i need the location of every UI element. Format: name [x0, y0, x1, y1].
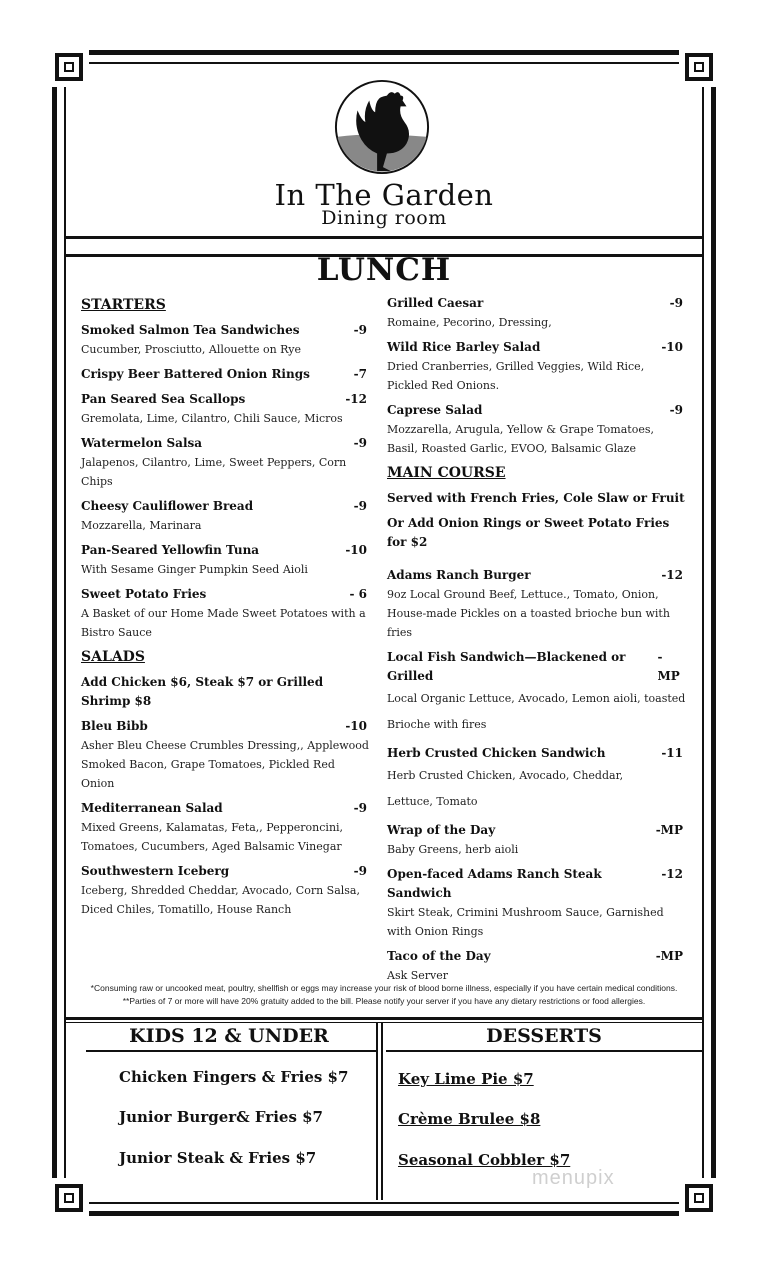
menu-item [81, 497, 371, 516]
item-desc: 9oz Local Ground Beef, Lettuce., Tomato, Onion, House-made Pickles on a toasted brioche bun with fries [387, 588, 670, 639]
column-divider [376, 1022, 378, 1200]
item-desc: Baby Greens, herb aioli [387, 843, 519, 856]
watermark: menupix [532, 1167, 615, 1189]
kids-item: Junior Burger& Fries $7 [119, 1108, 323, 1126]
item-price: - 6 [349, 587, 367, 601]
kids-item: Junior Steak & Fries $7 [119, 1149, 317, 1167]
menu-item [387, 744, 687, 763]
menu-item [387, 566, 687, 585]
item-name: Herb Crusted Chicken Sandwich [387, 746, 606, 760]
rooster-logo-icon [333, 78, 431, 176]
item-price: -7 [353, 367, 367, 381]
brand-subtitle: Dining room [321, 207, 447, 229]
item-desc: A Basket of our Home Made Sweet Potatoes with a Bistro Sauce [81, 607, 366, 639]
menu-item [387, 865, 687, 903]
menu-item [81, 799, 371, 818]
item-desc: Dried Cranberries, Grilled Veggies, Wild Rice, Pickled Red Onions. [387, 360, 645, 392]
item-name: Bleu Bibb [81, 719, 148, 733]
item-desc: Asher Bleu Cheese Crumbles Dressing,, Applewood Smoked Bacon, Grape Tomatoes, Pickled Red Onion [81, 739, 369, 790]
item-price: -9 [669, 296, 683, 310]
item-price: -11 [661, 746, 683, 760]
item-price: -10 [661, 340, 683, 354]
left-column [81, 296, 371, 925]
menu-item [387, 648, 687, 686]
page-title: LUNCH [316, 252, 452, 288]
item-desc: Mixed Greens, Kalamatas, Feta,, Pepperoncini, Tomatoes, Cucumbers, Aged Balsamic Vinegar [81, 821, 344, 853]
item-name: Open-faced Adams Ranch Steak Sandwich [387, 867, 602, 900]
salads-note: Add Chicken $6, Steak $7 or Grilled Shrimp $8 [81, 675, 324, 708]
item-desc: Mozzarella, Marinara [81, 519, 202, 532]
menu-item [81, 365, 371, 384]
main-course-heading: MAIN COURSE [387, 465, 506, 481]
item-desc: Cucumber, Prosciutto, Allouette on Rye [81, 343, 301, 356]
menu-item [81, 585, 371, 604]
item-name: Southwestern Iceberg [81, 864, 230, 878]
menu-item [81, 717, 371, 736]
menu-item [387, 401, 687, 420]
item-name: Pan Seared Sea Scallops [81, 392, 246, 406]
item-price: -9 [669, 403, 683, 417]
item-price: -10 [345, 719, 367, 733]
desserts-heading-rule [386, 1050, 702, 1052]
item-desc: With Sesame Ginger Pumpkin Seed Aioli [81, 563, 308, 576]
item-price: -9 [353, 323, 367, 337]
item-desc: Romaine, Pecorino, Dressing, [387, 316, 552, 329]
divider [66, 236, 702, 239]
item-desc: Herb Crusted Chicken, Avocado, Cheddar, Lettuce, Tomato [387, 769, 624, 808]
menu-item [387, 338, 687, 357]
item-price: -MP [655, 823, 683, 837]
item-price: -MP [655, 949, 683, 963]
dessert-item: Seasonal Cobbler $7 [398, 1151, 571, 1169]
kids-heading: KIDS 12 & UNDER [129, 1025, 329, 1047]
item-desc: Mozzarella, Arugula, Yellow & Grape Tomatoes, Basil, Roasted Garlic, EVOO, Balsamic Glaze [387, 423, 654, 455]
item-name: Taco of the Day [387, 949, 491, 963]
item-price: -9 [353, 436, 367, 450]
item-price: -12 [345, 392, 367, 406]
item-name: Crispy Beer Battered Onion Rings [81, 367, 310, 381]
item-name: Mediterranean Salad [81, 801, 223, 815]
starters-heading: STARTERS [81, 297, 166, 313]
corner-ornament-bottom-right [679, 1178, 719, 1218]
item-name: Pan-Seared Yellowfin Tuna [81, 543, 260, 557]
salads-heading: SALADS [81, 649, 145, 665]
brand-name: In The Garden [274, 178, 494, 212]
desserts-heading: DESSERTS [486, 1025, 602, 1047]
main-course-note: Or Add Onion Rings or Sweet Potato Fries for $2 [387, 516, 670, 549]
divider [66, 1017, 702, 1020]
item-name: Caprese Salad [387, 403, 483, 417]
kids-item: Chicken Fingers & Fries $7 [119, 1068, 349, 1086]
item-name: Local Fish Sandwich—Blackened or Grilled [387, 650, 626, 683]
item-price: -12 [661, 568, 683, 582]
item-name: Grilled Caesar [387, 296, 484, 310]
item-name: Watermelon Salsa [81, 436, 203, 450]
menu-item [81, 862, 371, 881]
right-column [387, 294, 687, 991]
corner-ornament-bottom-left [49, 1178, 89, 1218]
corner-ornament-top-left [49, 47, 89, 87]
dessert-item: Crème Brulee $8 [398, 1110, 541, 1128]
column-divider [381, 1022, 383, 1200]
main-course-note: Served with French Fries, Cole Slaw or Fruit [387, 491, 685, 505]
item-name: Sweet Potato Fries [81, 587, 207, 601]
item-desc: Ask Server [387, 969, 449, 982]
item-name: Adams Ranch Burger [387, 568, 531, 582]
item-price: -9 [353, 864, 367, 878]
item-desc: Iceberg, Shredded Cheddar, Avocado, Corn Salsa, Diced Chiles, Tomatillo, House Ranch [81, 884, 360, 916]
item-desc: Local Organic Lettuce, Avocado, Lemon aioli, toasted Brioche with fires [387, 692, 686, 731]
item-desc: Jalapenos, Cilantro, Lime, Sweet Peppers, Corn Chips [81, 456, 347, 488]
dessert-item: Key Lime Pie $7 [398, 1070, 534, 1088]
menu-item [81, 541, 371, 560]
item-price: -12 [661, 867, 683, 881]
menu-item [387, 821, 687, 840]
item-desc: Skirt Steak, Crimini Mushroom Sauce, Garnished with Onion Rings [387, 906, 664, 938]
menu-item [81, 434, 371, 453]
item-name: Wild Rice Barley Salad [387, 340, 541, 354]
menu-item [81, 390, 371, 409]
item-name: Cheesy Cauliflower Bread [81, 499, 254, 513]
kids-heading-rule [86, 1050, 376, 1052]
item-price: -MP [657, 650, 680, 683]
disclaimer-line: **Parties of 7 or more will have 20% gratuity added to the bill. Please notify your server if you have any dietary restrictions or food allergies. [122, 996, 646, 1006]
menu-item [81, 321, 371, 340]
item-name: Smoked Salmon Tea Sandwiches [81, 323, 300, 337]
item-price: -9 [353, 801, 367, 815]
item-name: Wrap of the Day [387, 823, 496, 837]
divider [66, 1022, 702, 1023]
item-price: -9 [353, 499, 367, 513]
item-price: -10 [345, 543, 367, 557]
menu-item [387, 947, 687, 966]
menu-item [387, 294, 687, 313]
corner-ornament-top-right [679, 47, 719, 87]
item-desc: Gremolata, Lime, Cilantro, Chili Sauce, Micros [81, 412, 343, 425]
disclaimer-line: *Consuming raw or uncooked meat, poultry, shellfish or eggs may increase your risk of blood borne illness, especially if you have certain medical conditions. [90, 983, 678, 993]
